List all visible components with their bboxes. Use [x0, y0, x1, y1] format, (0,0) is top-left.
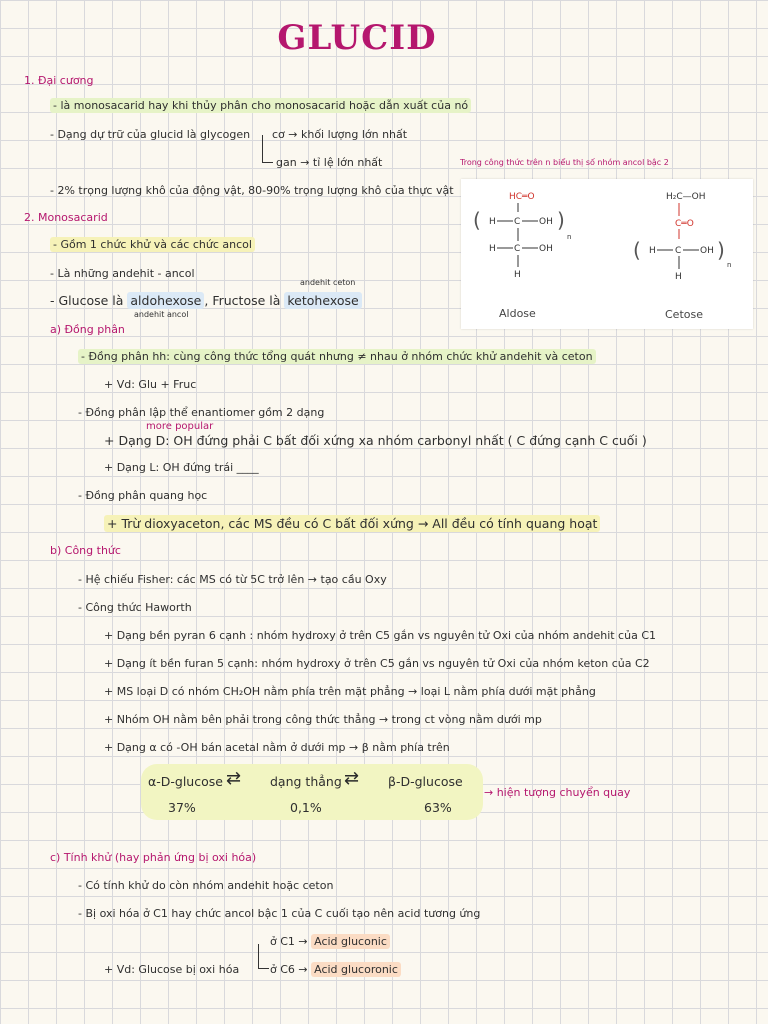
cetose-h2: H — [675, 272, 682, 282]
note-text: Fructose là — [212, 293, 281, 308]
highlighted-text: - Đồng phân hh: cùng công thức tổng quát nhưng ≠ nhau ở nhóm chức khử andehit và ceton — [78, 349, 596, 364]
highlighted-term: ketohexose — [284, 292, 361, 309]
branch-text: gan → tỉ lệ lớn nhất — [276, 156, 383, 169]
branch-text: cơ → khối lượng lớn nhất — [272, 128, 408, 141]
aldose-oh: OH — [539, 217, 553, 227]
equilibrium-arrow-icon: ⇄ — [226, 768, 242, 789]
svg-text:(: ( — [633, 238, 641, 262]
note-line: - Công thức Haworth — [78, 601, 192, 614]
page-title: GLUCID — [277, 18, 437, 58]
eq-beta-percent: 63% — [424, 800, 452, 815]
note-line: - Hệ chiếu Fisher: các MS có từ 5C trở lên → tạo cầu Oxy — [78, 573, 387, 586]
cetose-top-label: H₂C—OH — [666, 192, 706, 202]
note-annotation: andehit ancol — [134, 310, 189, 319]
cetose-caption: Cetose — [665, 308, 703, 321]
aldose-top-label: HC═O — [509, 192, 535, 202]
note-line: + Nhóm OH nằm bên phải trong công thức thẳng → trong ct vòng nằm dưới mp — [104, 713, 542, 726]
svg-text:(: ( — [473, 208, 481, 232]
aldose-h2: H — [489, 244, 496, 254]
highlighted-term: Acid glucoronic — [311, 962, 401, 977]
note-line: - Đồng phân quang học — [78, 489, 208, 502]
note-line: + Dạng D: OH đứng phải C bất đối xứng xa nhóm carbonyl nhất ( C đứng cạnh C cuối ) — [104, 433, 647, 448]
aldose-n: n — [567, 233, 572, 241]
section-heading-monosacarid: 2. Monosacarid — [24, 211, 108, 224]
section-heading-dai-cuong: 1. Đại cương — [24, 74, 94, 87]
note-line: + Vd: Glucose bị oxi hóa — [104, 963, 240, 976]
note-annotation: andehit ceton — [300, 278, 356, 287]
highlighted-term: Acid gluconic — [311, 934, 390, 949]
highlighted-text: - là monosacarid hay khi thủy phân cho monosacarid hoặc dẫn xuất của nó — [50, 98, 471, 113]
eq-note: → hiện tượng chuyển quay — [484, 786, 631, 799]
note-line: + Dạng α có -OH bán acetal nằm ở dưới mp → β nằm phía trên — [104, 741, 450, 754]
branch-text — [270, 963, 401, 976]
note-line — [50, 238, 255, 251]
note-line: - 2% trọng lượng khô của động vật, 80-90% trọng lượng khô của thực vật — [50, 184, 454, 197]
cetose-n: n — [727, 261, 732, 269]
note-term: glycogen — [200, 128, 251, 141]
eq-beta: β-D-glucose — [388, 774, 463, 789]
aldose-h: H — [489, 217, 496, 227]
note-line: + Dạng L: OH đứng trái ____ — [104, 461, 259, 474]
note-annotation: more popular — [146, 421, 214, 432]
note-line — [50, 99, 471, 112]
subheading-dong-phan: a) Đồng phân — [50, 323, 125, 336]
highlighted-text: - Gồm 1 chức khử và các chức ancol — [50, 237, 255, 252]
note-line — [78, 350, 596, 363]
highlighted-text: + Trừ dioxyaceton, các MS đều có C bất đối xứng → All đều có tính quang hoạt — [104, 515, 600, 532]
note-line: + Dạng bền pyran 6 cạnh : nhóm hydroxy ở trên C5 gắn vs nguyên tử Oxi của nhóm andehit của C1 — [104, 629, 656, 642]
branch-position: ở C1 → — [270, 935, 308, 948]
equilibrium-arrow-icon: ⇄ — [344, 768, 360, 789]
note-text: - Dạng dự trữ của glucid là — [50, 128, 197, 141]
branch-brace — [258, 944, 269, 969]
branch-position: ở C6 → — [270, 963, 308, 976]
structure-diagram — [461, 179, 753, 329]
eq-straight-percent: 0,1% — [290, 800, 322, 815]
note-line: - Đồng phân lập thể enantiomer gồm 2 dạng — [78, 406, 325, 419]
note-line: - Bị oxi hóa ở C1 hay chức ancol bậc 1 của C cuối tạo nên acid tương ứng — [78, 907, 481, 920]
cetose-h: H — [649, 246, 656, 256]
note-text: - Glucose là — [50, 293, 124, 308]
eq-alpha: α-D-glucose — [148, 774, 223, 789]
aldose-h3: H — [514, 270, 521, 280]
aldose-c: C — [514, 217, 521, 227]
aldose-c2: C — [514, 244, 521, 254]
note-line: - Có tính khử do còn nhóm andehit hoặc ceton — [78, 879, 334, 892]
note-line — [104, 516, 600, 531]
cetose-co: C═O — [675, 219, 694, 229]
structure-card — [461, 179, 753, 329]
note-line: - Là những andehit - ancol — [50, 267, 195, 280]
subheading-tinh-khu: c) Tính khử (hay phản ứng bị oxi hóa) — [50, 851, 257, 864]
note-line: + Dạng ít bền furan 5 cạnh: nhóm hydroxy ở trên C5 gắn vs nguyên tử Oxi của nhóm keton của C2 — [104, 657, 650, 670]
note-line: - Glucose là aldohexose , Fructose là ketohexose — [50, 293, 362, 308]
highlighted-term: aldohexose — [127, 292, 204, 309]
eq-straight: dạng thẳng — [270, 774, 342, 789]
card-annotation: Trong công thức trên n biểu thị số nhóm ancol bậc 2 — [460, 158, 669, 167]
svg-text:): ) — [557, 208, 565, 232]
note-line: + Vd: Glu + Fruc — [104, 378, 197, 391]
branch-text — [270, 935, 390, 948]
cetose-c: C — [675, 246, 682, 256]
note-line — [50, 128, 250, 141]
eq-alpha-percent: 37% — [168, 800, 196, 815]
aldose-caption: Aldose — [499, 307, 536, 320]
aldose-oh2: OH — [539, 244, 553, 254]
cetose-oh: OH — [700, 246, 714, 256]
subheading-cong-thuc: b) Công thức — [50, 544, 121, 557]
svg-text:): ) — [717, 238, 725, 262]
note-line: + MS loại D có nhóm CH₂OH nằm phía trên mặt phẳng → loại L nằm phía dưới mặt phẳng — [104, 685, 596, 698]
